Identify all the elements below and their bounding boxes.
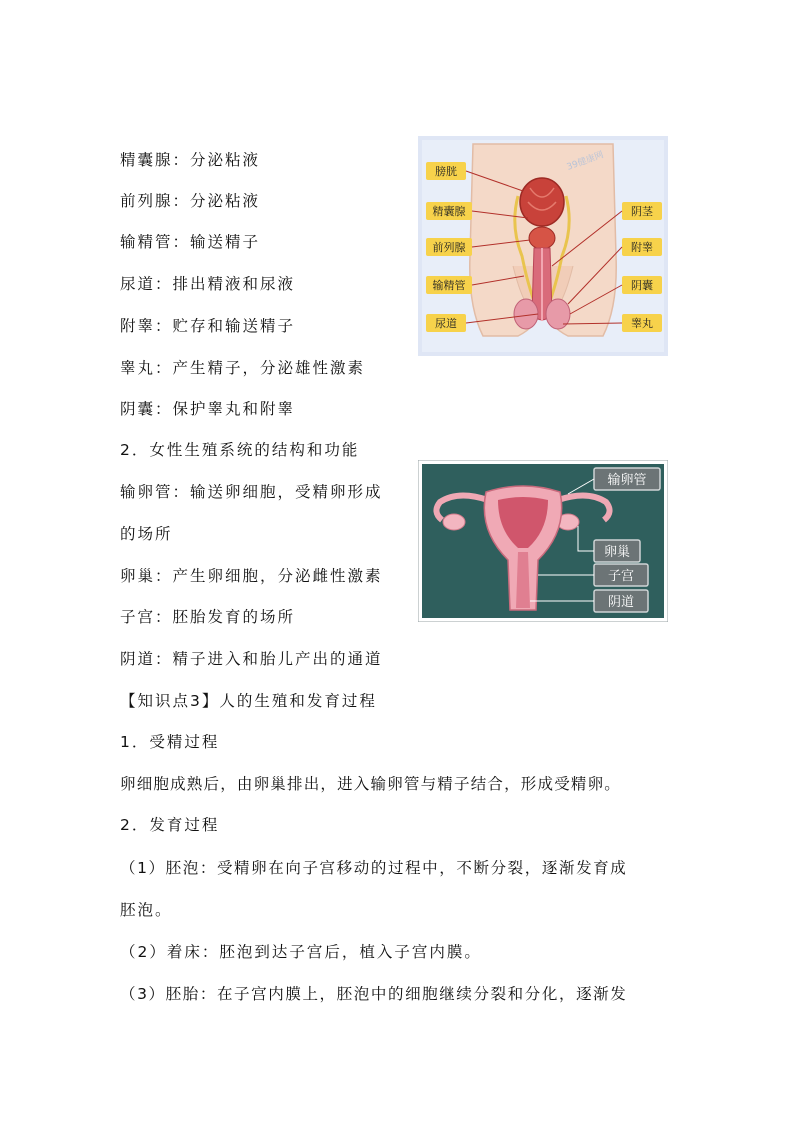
svg-text:输卵管: 输卵管 — [607, 473, 647, 488]
svg-text:精囊腺: 精囊腺 — [432, 205, 466, 218]
male-item-prostate: 前列腺：分泌粘液 — [120, 192, 261, 210]
svg-text:输精管: 输精管 — [432, 279, 466, 292]
knowledge3-p2a: （1）胚泡：受精卵在向子宫移动的过程中，不断分裂，逐渐发育成 — [120, 859, 628, 877]
knowledge3-sub2: 2．发育过程 — [120, 816, 220, 834]
male-item-scrotum: 阴囊：保护睾丸和附睾 — [120, 400, 296, 418]
female-item-vagina: 阴道：精子进入和胎儿产出的通道 — [120, 650, 383, 668]
svg-text:阴道: 阴道 — [607, 595, 635, 610]
female-section-heading: 2．女性生殖系统的结构和功能 — [120, 441, 360, 459]
svg-text:前列腺: 前列腺 — [432, 241, 466, 254]
female-reproductive-figure — [418, 460, 668, 622]
knowledge3-p3: （2）着床：胚泡到达子宫后，植入子宫内膜。 — [120, 943, 482, 961]
male-reproductive-figure — [418, 136, 668, 356]
svg-text:阴茎: 阴茎 — [631, 205, 653, 218]
knowledge3-p1: 卵细胞成熟后，由卵巢排出，进入输卵管与精子结合，形成受精卵。 — [120, 775, 622, 793]
female-item-uterus: 子宫：胚胎发育的场所 — [120, 608, 296, 626]
svg-text:子宫: 子宫 — [607, 569, 635, 584]
svg-text:尿道: 尿道 — [435, 317, 457, 330]
male-item-vas-deferens: 输精管：输送精子 — [120, 233, 261, 251]
svg-text:睾丸: 睾丸 — [631, 317, 653, 330]
knowledge3-p2b: 胚泡。 — [120, 901, 173, 919]
male-item-seminal-vesicle: 精囊腺：分泌粘液 — [120, 151, 261, 169]
svg-text:膀胱: 膀胱 — [435, 165, 457, 178]
male-item-urethra: 尿道：排出精液和尿液 — [120, 275, 296, 293]
male-item-epididymis: 附睾：贮存和输送精子 — [120, 317, 296, 335]
female-item-fallopian-tube-cont: 的场所 — [120, 525, 173, 543]
svg-text:阴囊: 阴囊 — [631, 279, 653, 292]
female-item-ovary: 卵巢：产生卵细胞，分泌雌性激素 — [120, 567, 383, 585]
svg-text:卵巢: 卵巢 — [603, 545, 631, 560]
watermark-logo: 39健康网 — [565, 150, 606, 173]
knowledge3-heading: 【知识点3】人的生殖和发育过程 — [120, 692, 377, 710]
svg-text:附睾: 附睾 — [631, 241, 653, 254]
knowledge3-p4: （3）胚胎：在子宫内膜上，胚泡中的细胞继续分裂和分化，逐渐发 — [120, 985, 628, 1003]
male-item-testis: 睾丸：产生精子，分泌雄性激素 — [120, 359, 366, 377]
knowledge3-sub1: 1．受精过程 — [120, 733, 220, 751]
female-item-fallopian-tube: 输卵管：输送卵细胞，受精卵形成 — [120, 483, 383, 501]
